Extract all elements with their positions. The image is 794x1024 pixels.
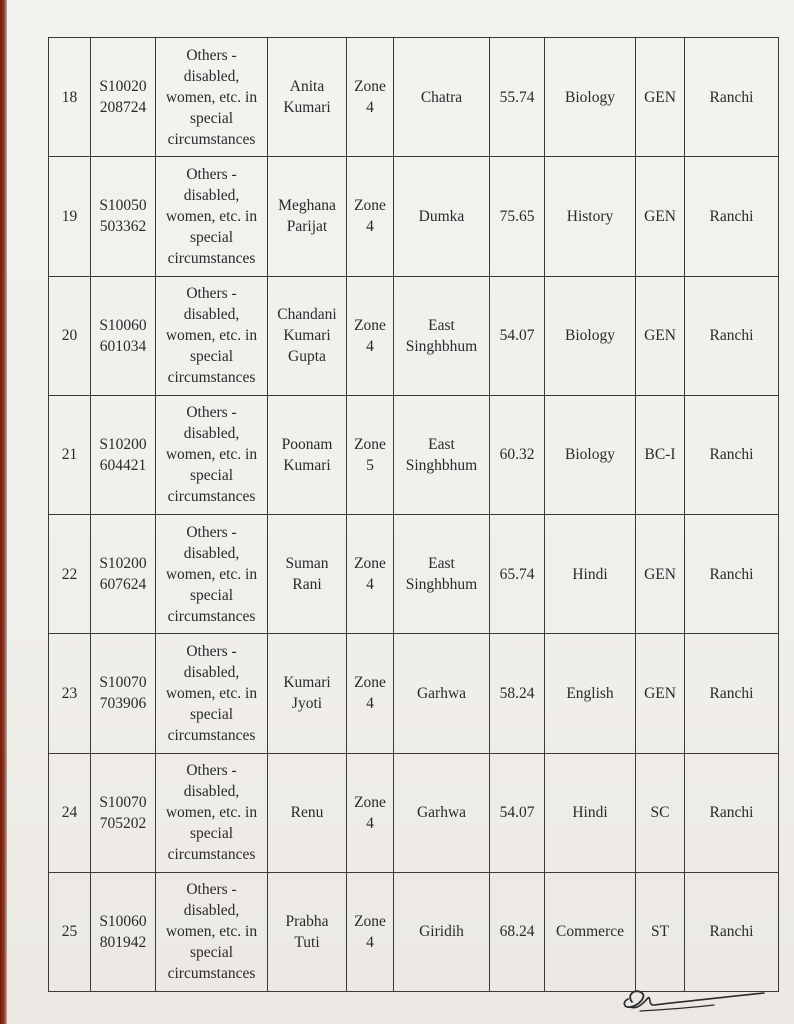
candidate-name-cell: Kumari Jyoti [268,634,347,753]
caste-category-cell: GEN [636,38,685,157]
serial-number-cell: 19 [49,157,91,276]
roll-number-cell: S10200 604421 [91,395,156,514]
table-row [49,515,779,634]
serial-number-cell: 20 [49,276,91,395]
subject-cell: Biology [545,395,636,514]
serial-number-cell: 24 [49,753,91,872]
candidate-name-cell: Suman Rani [268,515,347,634]
district-cell: Garhwa [394,753,490,872]
centre-cell: Ranchi [685,276,779,395]
caste-category-cell: GEN [636,515,685,634]
centre-cell: Ranchi [685,753,779,872]
roll-number-cell: S10060 801942 [91,872,156,991]
category-cell: Others - disabled, women, etc. in special circumstances [156,395,268,514]
category-cell: Others - disabled, women, etc. in special circumstances [156,157,268,276]
zone-cell: Zone 4 [347,38,394,157]
zone-cell: Zone 4 [347,753,394,872]
candidate-name-cell: Meghana Parijat [268,157,347,276]
marks-cell: 54.07 [490,276,545,395]
table-row [49,157,779,276]
candidate-table [48,37,779,992]
caste-category-cell: BC-I [636,395,685,514]
roll-number-cell: S10020 208724 [91,38,156,157]
candidate-name-cell: Renu [268,753,347,872]
serial-number-cell: 18 [49,38,91,157]
subject-cell: Hindi [545,515,636,634]
district-cell: Chatra [394,38,490,157]
centre-cell: Ranchi [685,38,779,157]
marks-cell: 60.32 [490,395,545,514]
subject-cell: History [545,157,636,276]
district-cell: Garhwa [394,634,490,753]
centre-cell: Ranchi [685,157,779,276]
roll-number-cell: S10070 705202 [91,753,156,872]
zone-cell: Zone 4 [347,276,394,395]
table-row [49,634,779,753]
table-row [49,753,779,872]
roll-number-cell: S10050 503362 [91,157,156,276]
district-cell: Dumka [394,157,490,276]
caste-category-cell: GEN [636,276,685,395]
subject-cell: Hindi [545,753,636,872]
table-body [49,38,779,992]
subject-cell: Biology [545,38,636,157]
category-cell: Others - disabled, women, etc. in special circumstances [156,872,268,991]
category-cell: Others - disabled, women, etc. in special circumstances [156,515,268,634]
zone-cell: Zone 4 [347,872,394,991]
zone-cell: Zone 4 [347,634,394,753]
district-cell: Giridih [394,872,490,991]
caste-category-cell: ST [636,872,685,991]
roll-number-cell: S10070 703906 [91,634,156,753]
table-row [49,276,779,395]
subject-cell: English [545,634,636,753]
roll-number-cell: S10200 607624 [91,515,156,634]
category-cell: Others - disabled, women, etc. in special circumstances [156,634,268,753]
table-row [49,38,779,157]
caste-category-cell: GEN [636,157,685,276]
district-cell: East Singhbhum [394,276,490,395]
category-cell: Others - disabled, women, etc. in special circumstances [156,753,268,872]
zone-cell: Zone 4 [347,157,394,276]
candidate-name-cell: Chandani Kumari Gupta [268,276,347,395]
marks-cell: 58.24 [490,634,545,753]
zone-cell: Zone 5 [347,395,394,514]
marks-cell: 54.07 [490,753,545,872]
caste-category-cell: SC [636,753,685,872]
serial-number-cell: 21 [49,395,91,514]
roll-number-cell: S10060 601034 [91,276,156,395]
marks-cell: 75.65 [490,157,545,276]
serial-number-cell: 22 [49,515,91,634]
signature-icon [618,984,768,1020]
caste-category-cell: GEN [636,634,685,753]
centre-cell: Ranchi [685,634,779,753]
centre-cell: Ranchi [685,395,779,514]
candidate-name-cell: Anita Kumari [268,38,347,157]
subject-cell: Commerce [545,872,636,991]
subject-cell: Biology [545,276,636,395]
marks-cell: 65.74 [490,515,545,634]
district-cell: East Singhbhum [394,395,490,514]
category-cell: Others - disabled, women, etc. in special circumstances [156,38,268,157]
district-cell: East Singhbhum [394,515,490,634]
category-cell: Others - disabled, women, etc. in special circumstances [156,276,268,395]
serial-number-cell: 23 [49,634,91,753]
zone-cell: Zone 4 [347,515,394,634]
marks-cell: 55.74 [490,38,545,157]
centre-cell: Ranchi [685,872,779,991]
table-row [49,395,779,514]
candidate-name-cell: Prabha Tuti [268,872,347,991]
table-row [49,872,779,991]
candidate-name-cell: Poonam Kumari [268,395,347,514]
centre-cell: Ranchi [685,515,779,634]
page-edge-binding [0,0,7,1024]
serial-number-cell: 25 [49,872,91,991]
marks-cell: 68.24 [490,872,545,991]
